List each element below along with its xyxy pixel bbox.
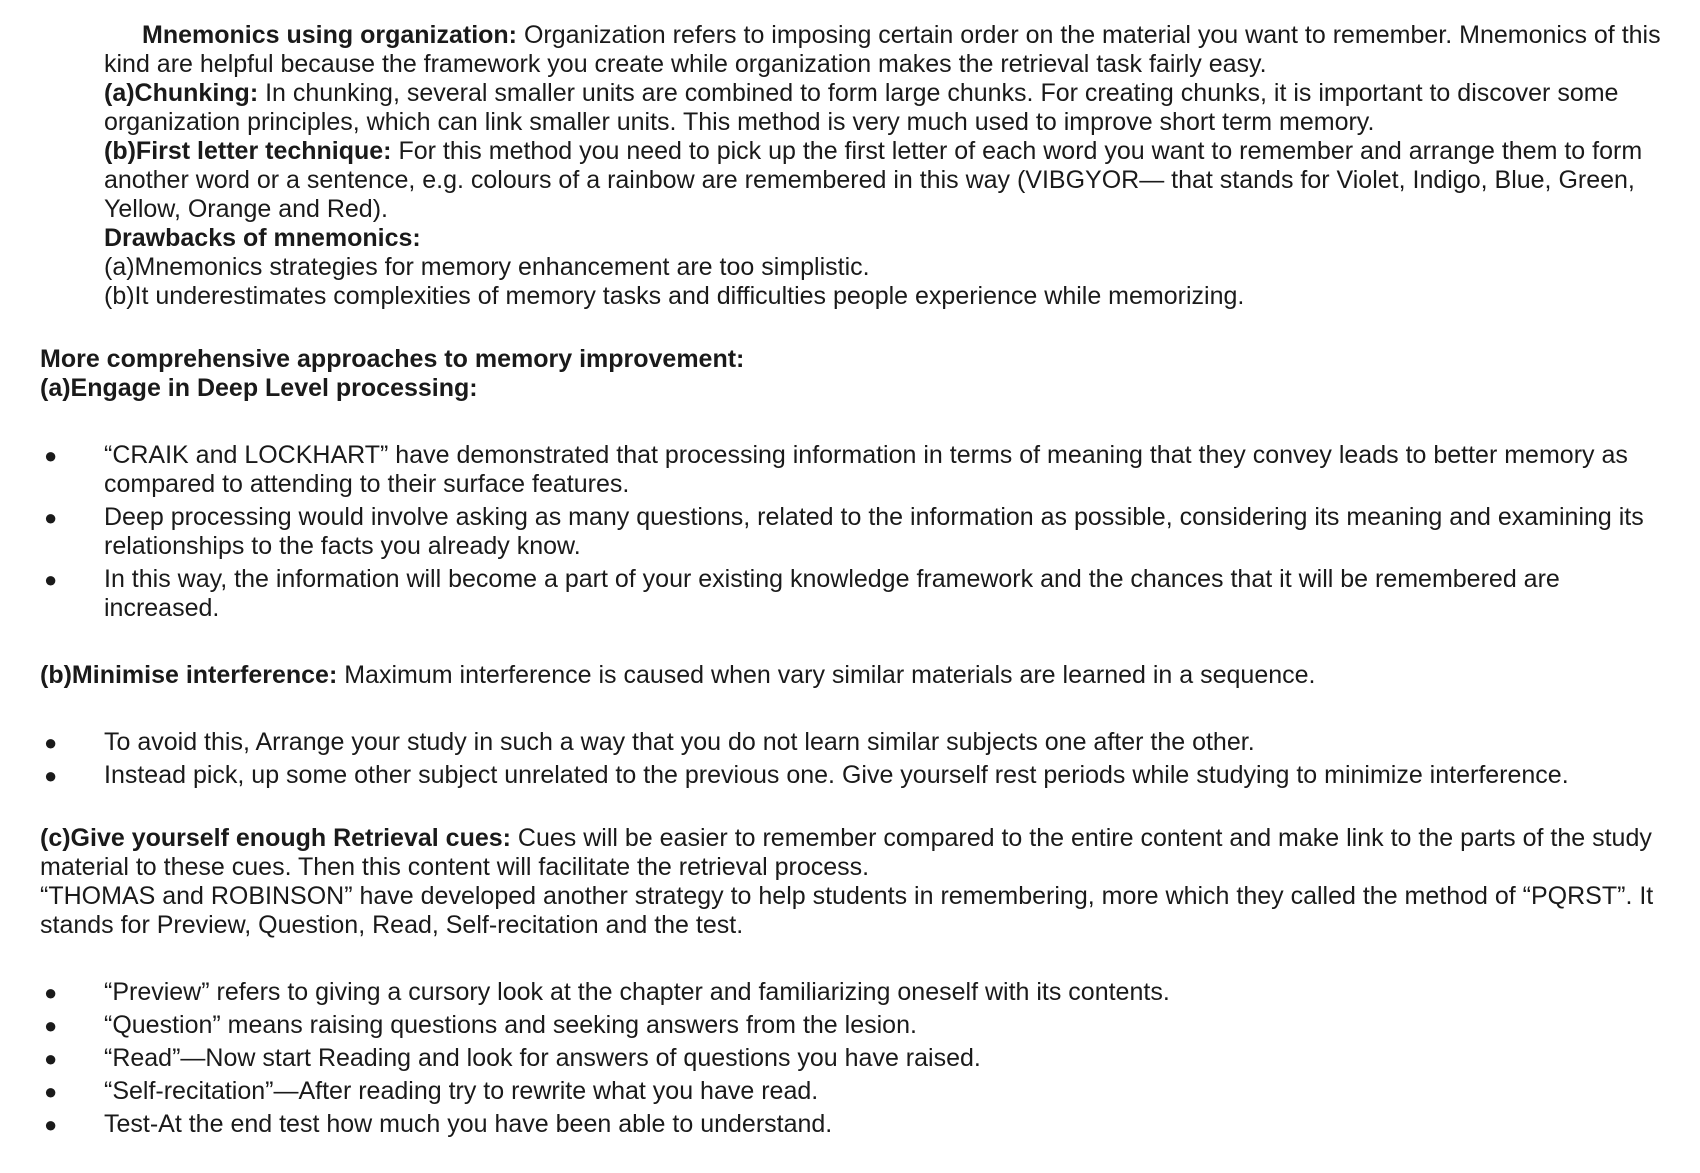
first-letter-heading: (b)First letter technique: <box>104 137 392 165</box>
bullet-icon: ● <box>44 443 58 468</box>
list-item: ● Instead pick, up some other subject unrelated to the previous one. Give yourself rest periods while studying to minimize interference. <box>44 761 1569 789</box>
first-letter-paragraph <box>0 137 1700 224</box>
drawback-item: (b)It underestimates complexities of memory tasks and difficulties people experience while memorizing. <box>104 282 1245 310</box>
list-item: ● Deep processing would involve asking as many questions, related to the information as possible, considering its meaning and examining its relationships to the facts you already know. <box>44 503 1644 560</box>
chunking-paragraph <box>0 79 1700 137</box>
deep-processing-list <box>0 441 1700 623</box>
retrieval-paragraph <box>0 824 1700 882</box>
list-item: ● “Question” means raising questions and seeking answers from the lesion. <box>44 1011 917 1039</box>
list-item: ● “CRAIK and LOCKHART” have demonstrated that processing information in terms of meaning that they convey leads to better memory as compared to attending to their surface features. <box>44 441 1628 498</box>
list-item: ● “Read”—Now start Reading and look for answers of questions you have raised. <box>44 1044 981 1072</box>
drawbacks-heading: Drawbacks of mnemonics: <box>104 224 421 252</box>
deep-processing-heading: (a)Engage in Deep Level processing: <box>40 374 478 402</box>
bullet-icon: ● <box>44 1013 58 1038</box>
interference-heading: (b)Minimise interference: <box>40 661 338 689</box>
bullet-icon: ● <box>44 1046 58 1071</box>
mnemonics-organization-paragraph <box>0 21 1700 79</box>
bullet-icon: ● <box>44 1112 58 1137</box>
first-letter-text: For this method you need to pick up the first letter of each word you want to remember and arrange them to form another word or a sentence, e.g. colours of a rainbow are remembered in this way (VIBGYOR— that stands for Violet, Indigo, Blue, Green, Yellow, Orange and Red). <box>104 137 1643 223</box>
list-item: ● In this way, the information will become a part of your existing knowledge framework and the chances that it will be remembered are increased. <box>44 565 1560 622</box>
bullet-icon: ● <box>44 730 58 755</box>
bullet-icon: ● <box>44 505 58 530</box>
retrieval-heading: (c)Give yourself enough Retrieval cues: <box>40 824 511 852</box>
chunking-heading: (a)Chunking: <box>104 79 259 107</box>
list-item: ● Test-At the end test how much you have been able to understand. <box>44 1110 833 1138</box>
drawback-item: (a)Mnemonics strategies for memory enhancement are too simplistic. <box>104 253 870 281</box>
interference-list <box>0 728 1700 790</box>
bullet-icon: ● <box>44 763 58 788</box>
bullet-icon: ● <box>44 1079 58 1104</box>
pqrst-paragraph: “THOMAS and ROBINSON” have developed another strategy to help students in remembering, more which they called the method of “PQRST”. It stands for Preview, Question, Read, Self-recitation and the test. <box>40 882 1654 939</box>
list-item: ● “Self-recitation”—After reading try to rewrite what you have read. <box>44 1077 819 1105</box>
list-item: ● “Preview” refers to giving a cursory look at the chapter and familiarizing oneself with its contents. <box>44 978 1170 1006</box>
interference-paragraph <box>0 661 1700 690</box>
retrieval-text: Cues will be easier to remember compared to the entire content and make link to the parts of the study material to these cues. Then this content will facilitate the retrieval process. <box>40 824 1652 881</box>
bullet-icon: ● <box>44 980 58 1005</box>
list-item: ● To avoid this, Arrange your study in such a way that you do not learn similar subjects one after the other. <box>44 728 1255 756</box>
pqrst-list <box>0 978 1700 1139</box>
chunking-text: In chunking, several smaller units are combined to form large chunks. For creating chunks, it is important to discover some organization principles, which can link smaller units. This method is very much used to improve short term memory. <box>104 79 1619 136</box>
mnemonics-organization-heading: Mnemonics using organization: <box>142 21 518 49</box>
bullet-icon: ● <box>44 567 58 592</box>
comprehensive-heading: More comprehensive approaches to memory improvement: <box>40 345 745 373</box>
interference-text: Maximum interference is caused when vary similar materials are learned in a sequence. <box>337 661 1316 689</box>
mnemonics-organization-text: Organization refers to imposing certain order on the material you want to remember. Mnemonics of this kind are helpful because the framework you create while organization makes the retrieval task fairly easy. <box>104 21 1661 78</box>
